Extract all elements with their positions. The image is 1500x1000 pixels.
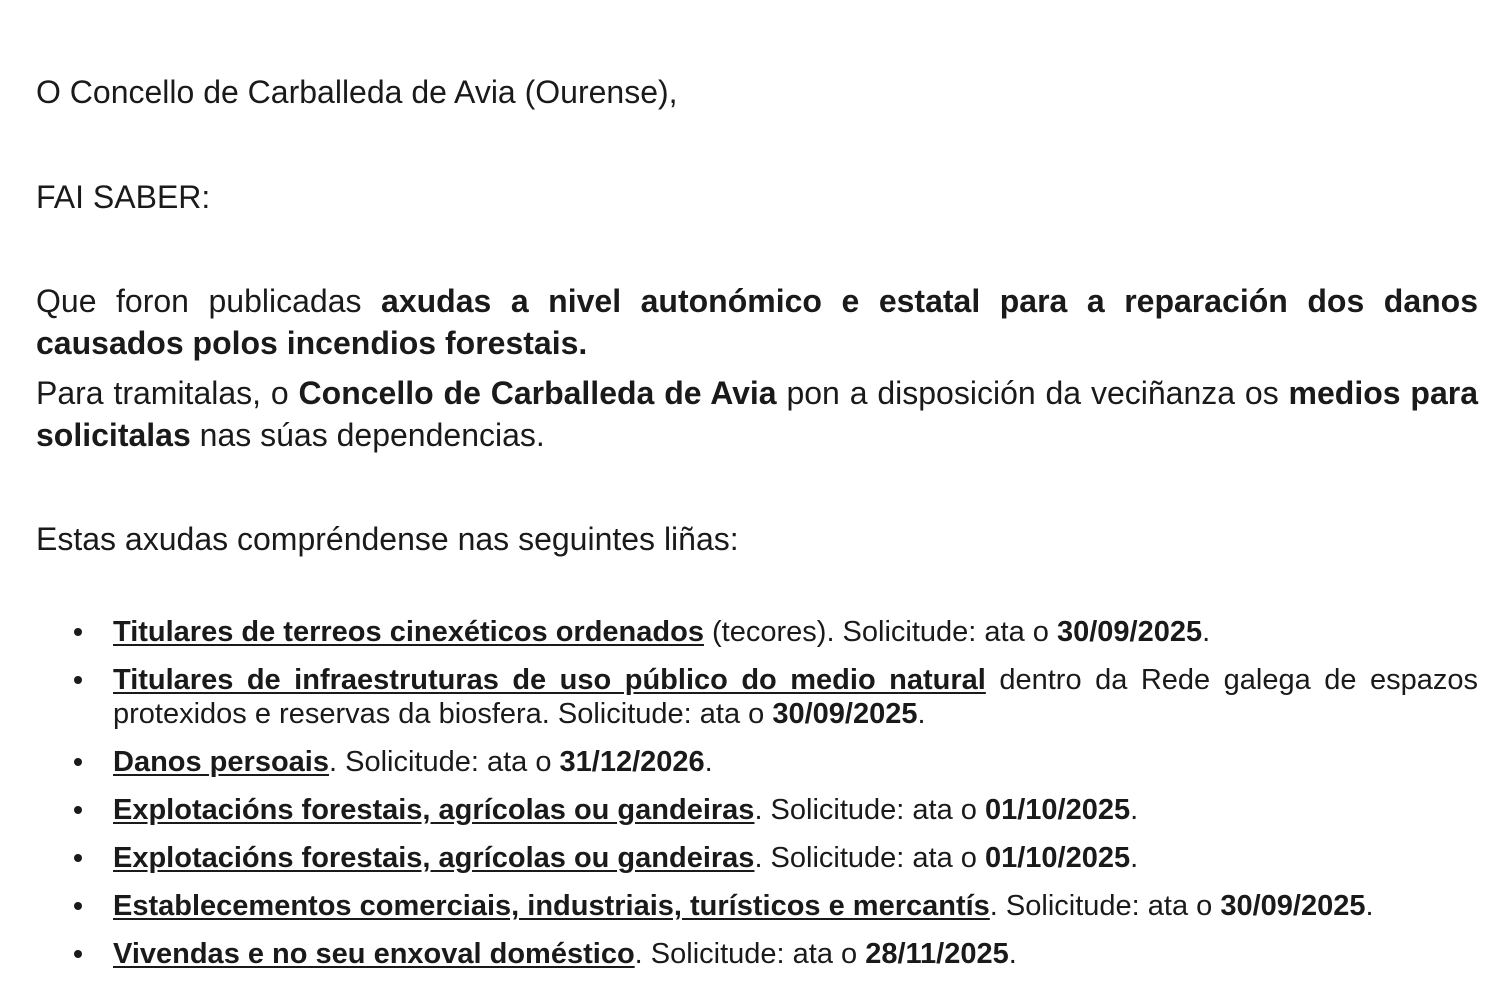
aid-line-text: . Solicitude: ata o (634, 938, 866, 970)
list-item (36, 615, 1478, 649)
list-item (36, 937, 1478, 971)
list-item (36, 745, 1478, 779)
announcement-bold: axudas a nivel autonómico e estatal para a reparación dos danos causados polos incendios forestais (36, 283, 1479, 361)
aid-line-end: . (1130, 842, 1139, 874)
aid-line-end: . (1202, 616, 1211, 648)
aid-line-end: . (704, 746, 713, 778)
deadline-date: 28/11/2025 (865, 938, 1009, 970)
aid-lines-list (36, 615, 1478, 985)
deadline-date: 30/09/2025 (1056, 616, 1203, 648)
bullet-icon (74, 758, 82, 766)
intro-paragraph: O Concello de Carballeda de Avia (Ourense), (36, 74, 678, 110)
aid-line-link[interactable]: Titulares de terreos cinexéticos ordenados (113, 616, 704, 648)
list-item (36, 889, 1478, 923)
procedure-bold-concello: Concello de Carballeda de Avia (298, 375, 777, 411)
procedure-bold-medios: medios para solicitalas (36, 375, 1479, 453)
aid-line-text: . Solicitude: ata o (328, 746, 560, 778)
deadline-date: 30/09/2025 (772, 698, 918, 730)
bullet-icon (74, 806, 82, 814)
bullet-icon (74, 950, 82, 958)
aid-line-end: . (917, 698, 926, 730)
announcement-paragraph (36, 280, 1478, 364)
bullet-icon (74, 902, 82, 910)
lines-intro-paragraph: Estas axudas compréndense nas seguintes liñas: (36, 521, 739, 557)
procedure-post: nas súas dependencias. (190, 417, 545, 453)
aid-line-end: . (1130, 794, 1139, 826)
bullet-icon (74, 676, 82, 684)
fai-saber-heading: FAI SABER: (36, 179, 211, 215)
aid-line-text: dentro da Rede galega de espazos protexidos e reservas da biosfera. Solicitude: ata o (113, 664, 1478, 730)
bullet-icon (74, 854, 82, 862)
aid-line-link[interactable]: Explotacións forestais, agrícolas ou gandeiras (113, 842, 755, 874)
procedure-paragraph (36, 372, 1478, 456)
aid-line-text: . Solicitude: ata o (754, 794, 985, 826)
bullet-icon (74, 628, 82, 636)
aid-line-link[interactable]: Vivendas e no seu enxoval doméstico (113, 938, 635, 970)
aid-line-link[interactable]: Titulares de infraestruturas de uso público do medio natural (113, 664, 986, 696)
list-item (36, 841, 1478, 875)
deadline-date: 01/10/2025 (984, 842, 1131, 874)
deadline-date: 01/10/2025 (984, 794, 1131, 826)
procedure-mid: pon a disposición da veciñanza os (776, 375, 1289, 411)
aid-line-link[interactable]: Explotacións forestais, agrícolas ou gandeiras (113, 794, 755, 826)
list-item (36, 793, 1478, 827)
deadline-date: 30/09/2025 (1220, 890, 1366, 922)
list-item (36, 663, 1478, 731)
aid-line-end: . (1008, 938, 1017, 970)
procedure-pre: Para tramitalas, o (36, 375, 299, 411)
aid-line-text: (tecores). Solicitude: ata o (703, 616, 1057, 648)
aid-line-link[interactable]: Danos persoais (113, 746, 329, 778)
announcement-pre: Que foron publicadas (36, 283, 382, 319)
aid-line-link[interactable]: Establecementos comerciais, industriais, turísticos e mercantís (113, 890, 990, 922)
aid-line-text: . Solicitude: ata o (754, 842, 985, 874)
deadline-date: 31/12/2026 (559, 746, 705, 778)
aid-line-text: . Solicitude: ata o (989, 890, 1221, 922)
announcement-post: . (578, 325, 588, 361)
aid-line-end: . (1365, 890, 1374, 922)
